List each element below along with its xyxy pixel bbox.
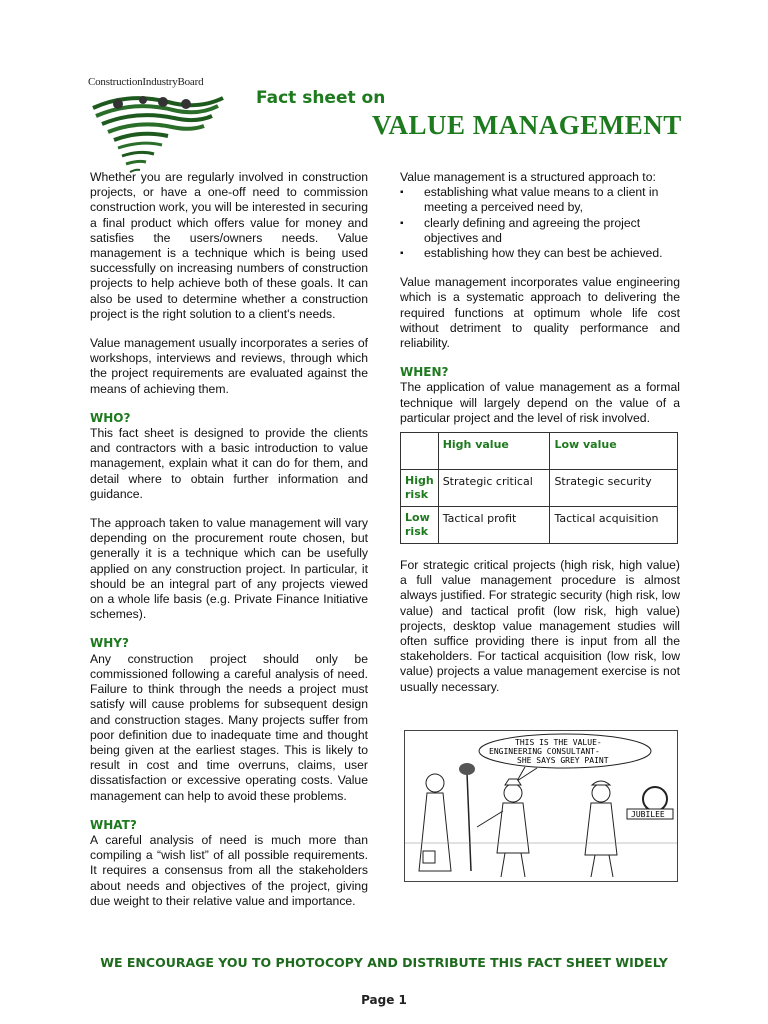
table-cell: Strategic security: [550, 470, 678, 507]
value-engineering-paragraph: Value management incorporates value engineering which is a systematic approach to delivering the required functions at optimum whole life cost without detriment to quality performance and reliability.: [400, 275, 680, 351]
when-paragraph: The application of value management as a formal technique will largely depend on the value of a particular project and the level of risk involved.: [400, 380, 680, 425]
table-column-header: High value: [438, 433, 550, 470]
cib-logo: [88, 76, 228, 176]
cartoon-drawing-icon: [405, 731, 677, 881]
table-header-row: [401, 433, 678, 470]
table-row-header: High risk: [401, 470, 439, 507]
approach-list: [400, 185, 680, 261]
when-heading: WHEN?: [400, 365, 449, 380]
speech-line-1: THIS IS THE VALUE-: [515, 738, 602, 747]
risk-value-table: [400, 432, 678, 544]
who-paragraph-1: This fact sheet is designed to provide the clients and contractors with a basic introduction to value management, explain what it can do for them, and detail where to obtain further information and guidance.: [90, 426, 368, 501]
why-paragraph: Any construction project should only be commissioned following a careful analysis of need. Failure to think through the needs a project must satisfy will cause problems for subsequent design and construction stages. Many projects suffer from poor definition due to inadequate time and thought being given at the earliest stages. This is likely to result in cost and time overruns, claims, user dissatisfaction or excessive operating costs. Value management can help to avoid these problems.: [90, 651, 368, 803]
table-corner-cell: [401, 433, 439, 470]
photocopy-notice: WE ENCOURAGE YOU TO PHOTOCOPY AND DISTRIBUTE THIS FACT SHEET WIDELY: [100, 955, 668, 970]
list-item: ▪ establishing what value means to a client in meeting a perceived need by,: [400, 185, 680, 215]
list-item: ▪ clearly defining and agreeing the project objectives and: [400, 216, 680, 246]
table-column-header: Low value: [550, 433, 678, 470]
who-heading: WHO?: [90, 410, 131, 425]
table-row: [401, 507, 678, 544]
intro-paragraph-2: Value management usually incorporates a series of workshops, interviews and reviews, through which the project requirements are evaluated against the means of achieving them.: [90, 336, 368, 396]
left-column: [90, 170, 368, 923]
page-number: Page 1: [361, 993, 407, 1007]
org-name: ConstructionIndustryBoard: [88, 76, 204, 88]
jubilee-sign: JUBILEE: [631, 810, 665, 819]
table-cell: Tactical profit: [438, 507, 550, 544]
approach-intro: Value management is a structured approach to:: [400, 170, 656, 184]
cartoon-illustration: [404, 730, 678, 882]
list-item: ▪ establishing how they can best be achieved.: [400, 246, 680, 261]
after-table-paragraph: For strategic critical projects (high risk, high value) a full value management procedure is almost always justified. For strategic security (high risk, low value) and tactical profit (low risk, high value) projects, desktop value management studies will often suffice providing there is input from all the stakeholders. For tactical acquisition (low risk, low value) projects a value management exercise is not usually necessary.: [400, 558, 680, 694]
right-column: [400, 170, 680, 709]
who-paragraph-2: The approach taken to value management will vary depending on the procurement route chosen, but generally it is a technique which can be usefully applied on any construction project. In particular, it should be an integral part of any projects viewed on a whole life basis (e.g. Private Finance Initiative schemes).: [90, 516, 368, 622]
intro-paragraph-1: Whether you are regularly involved in construction projects, or have a one-off need to commission construction work, you will be interested in securing a final product which offers value for money and satisfies the users/owners needs. Value management is a technique which is being used successfully on increasing numbers of construction projects to help achieve both of these goals. It can also be used to determine whether a construction project is the right solution to a client's needs.: [90, 170, 368, 321]
fact-sheet-label: Fact sheet on: [256, 88, 386, 108]
table-cell: Tactical acquisition: [550, 507, 678, 544]
table-row: [401, 470, 678, 507]
speech-line-3: SHE SAYS GREY PAINT: [517, 756, 609, 765]
table-cell: Strategic critical: [438, 470, 550, 507]
why-heading: WHY?: [90, 636, 129, 651]
landscape-logo-icon: [88, 90, 228, 180]
page-title: VALUE MANAGEMENT: [372, 110, 682, 140]
what-paragraph: A careful analysis of need is much more than compiling a “wish list” of all possible requirements. It requires a consensus from all the stakeholders about needs and objectives of the project, giving due weight to their relative value and importance.: [90, 832, 368, 908]
table-row-header: Low risk: [401, 507, 439, 544]
what-heading: WHAT?: [90, 817, 137, 832]
speech-line-2: ENGINEERING CONSULTANT-: [489, 747, 600, 756]
